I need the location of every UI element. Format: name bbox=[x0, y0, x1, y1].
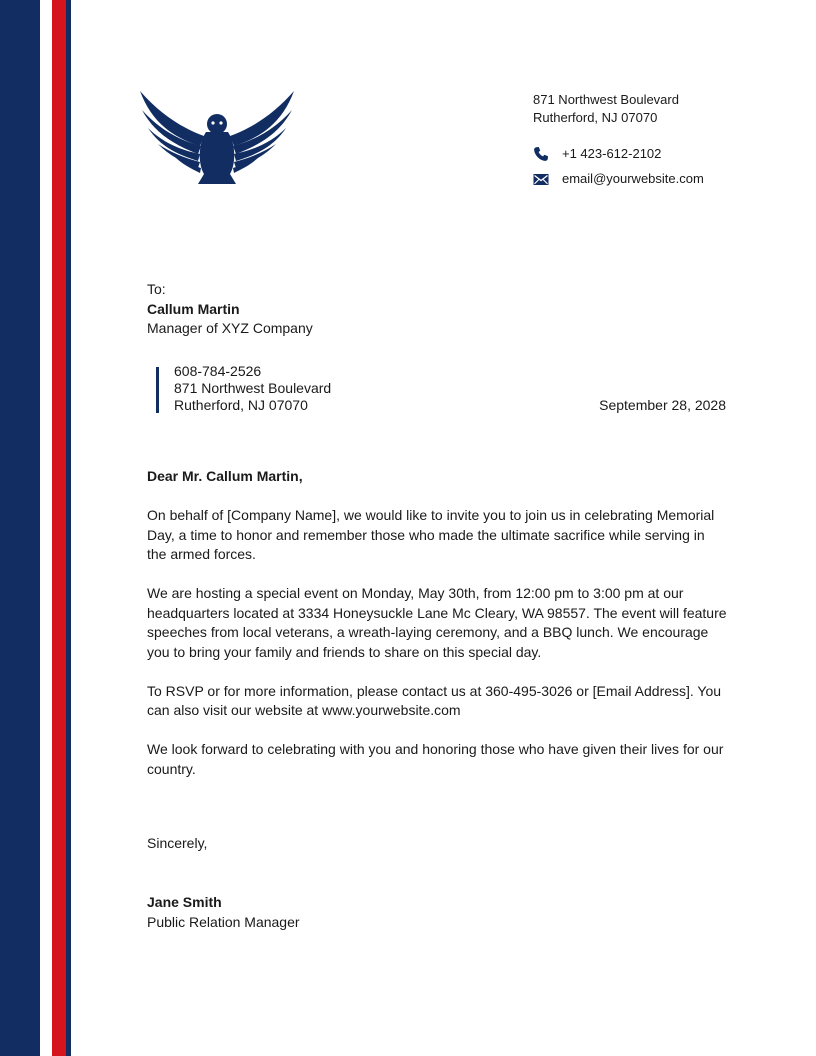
closing: Sincerely, bbox=[147, 835, 208, 851]
salutation: Dear Mr. Callum Martin, bbox=[147, 468, 303, 484]
to-label: To: bbox=[147, 281, 166, 297]
recipient-phone: 608-784-2526 bbox=[174, 363, 262, 379]
signature-block bbox=[147, 893, 300, 932]
letter-date: September 28, 2028 bbox=[599, 397, 726, 413]
sender-address bbox=[533, 91, 679, 127]
sender-phone-row bbox=[533, 145, 661, 163]
signer-name: Jane Smith bbox=[147, 894, 222, 910]
sender-email-row bbox=[533, 170, 704, 188]
eagle-icon bbox=[138, 88, 296, 188]
sender-street: 871 Northwest Boulevard bbox=[533, 92, 679, 107]
sender-email[interactable]: email@yourwebsite.com bbox=[562, 171, 704, 186]
body-paragraph-3: To RSVP or for more information, please contact us at 360-495-3026 or [Email Address]. You can also visit our website at www.yourwebsite.com bbox=[147, 682, 722, 718]
recipient-street: 871 Northwest Boulevard bbox=[174, 380, 332, 396]
recipient-address bbox=[174, 363, 331, 414]
body-paragraph-1: On behalf of [Company Name], we would like to invite you to join us in celebrating Memorial Day, a time to honor and remember those who made the ultimate sacrifice while serving in the armed forces. bbox=[147, 507, 715, 562]
recipient-block bbox=[147, 280, 313, 339]
signer-title: Public Relation Manager bbox=[147, 913, 300, 930]
sender-city: Rutherford, NJ 07070 bbox=[533, 110, 658, 125]
side-stripe-navy-thin bbox=[66, 0, 71, 1056]
envelope-icon bbox=[533, 171, 549, 187]
letter-body bbox=[147, 506, 727, 799]
phone-icon bbox=[533, 146, 549, 162]
body-paragraph-4: We look forward to celebrating with you and honoring those who have given their lives for our country. bbox=[147, 741, 724, 777]
recipient-address-bar bbox=[156, 367, 159, 413]
sender-phone[interactable]: +1 423-612-2102 bbox=[562, 146, 662, 161]
side-stripe-red bbox=[52, 0, 66, 1056]
recipient-name: Callum Martin bbox=[147, 300, 240, 317]
side-stripe-navy bbox=[0, 0, 40, 1056]
recipient-city: Rutherford, NJ 07070 bbox=[174, 397, 308, 413]
recipient-title: Manager of XYZ Company bbox=[147, 320, 313, 336]
side-stripe-gap bbox=[40, 0, 52, 1056]
eagle-logo bbox=[138, 88, 296, 188]
body-paragraph-2: We are hosting a special event on Monday, May 30th, from 12:00 pm to 3:00 pm at our headquarters located at 3334 Honeysuckle Lane Mc Cleary, WA 98557. The event will feature speeches from local veterans, a wreath-laying ceremony, and a BBQ lunch. We encourage you to bring your family and friends to share on this special day. bbox=[147, 585, 727, 660]
